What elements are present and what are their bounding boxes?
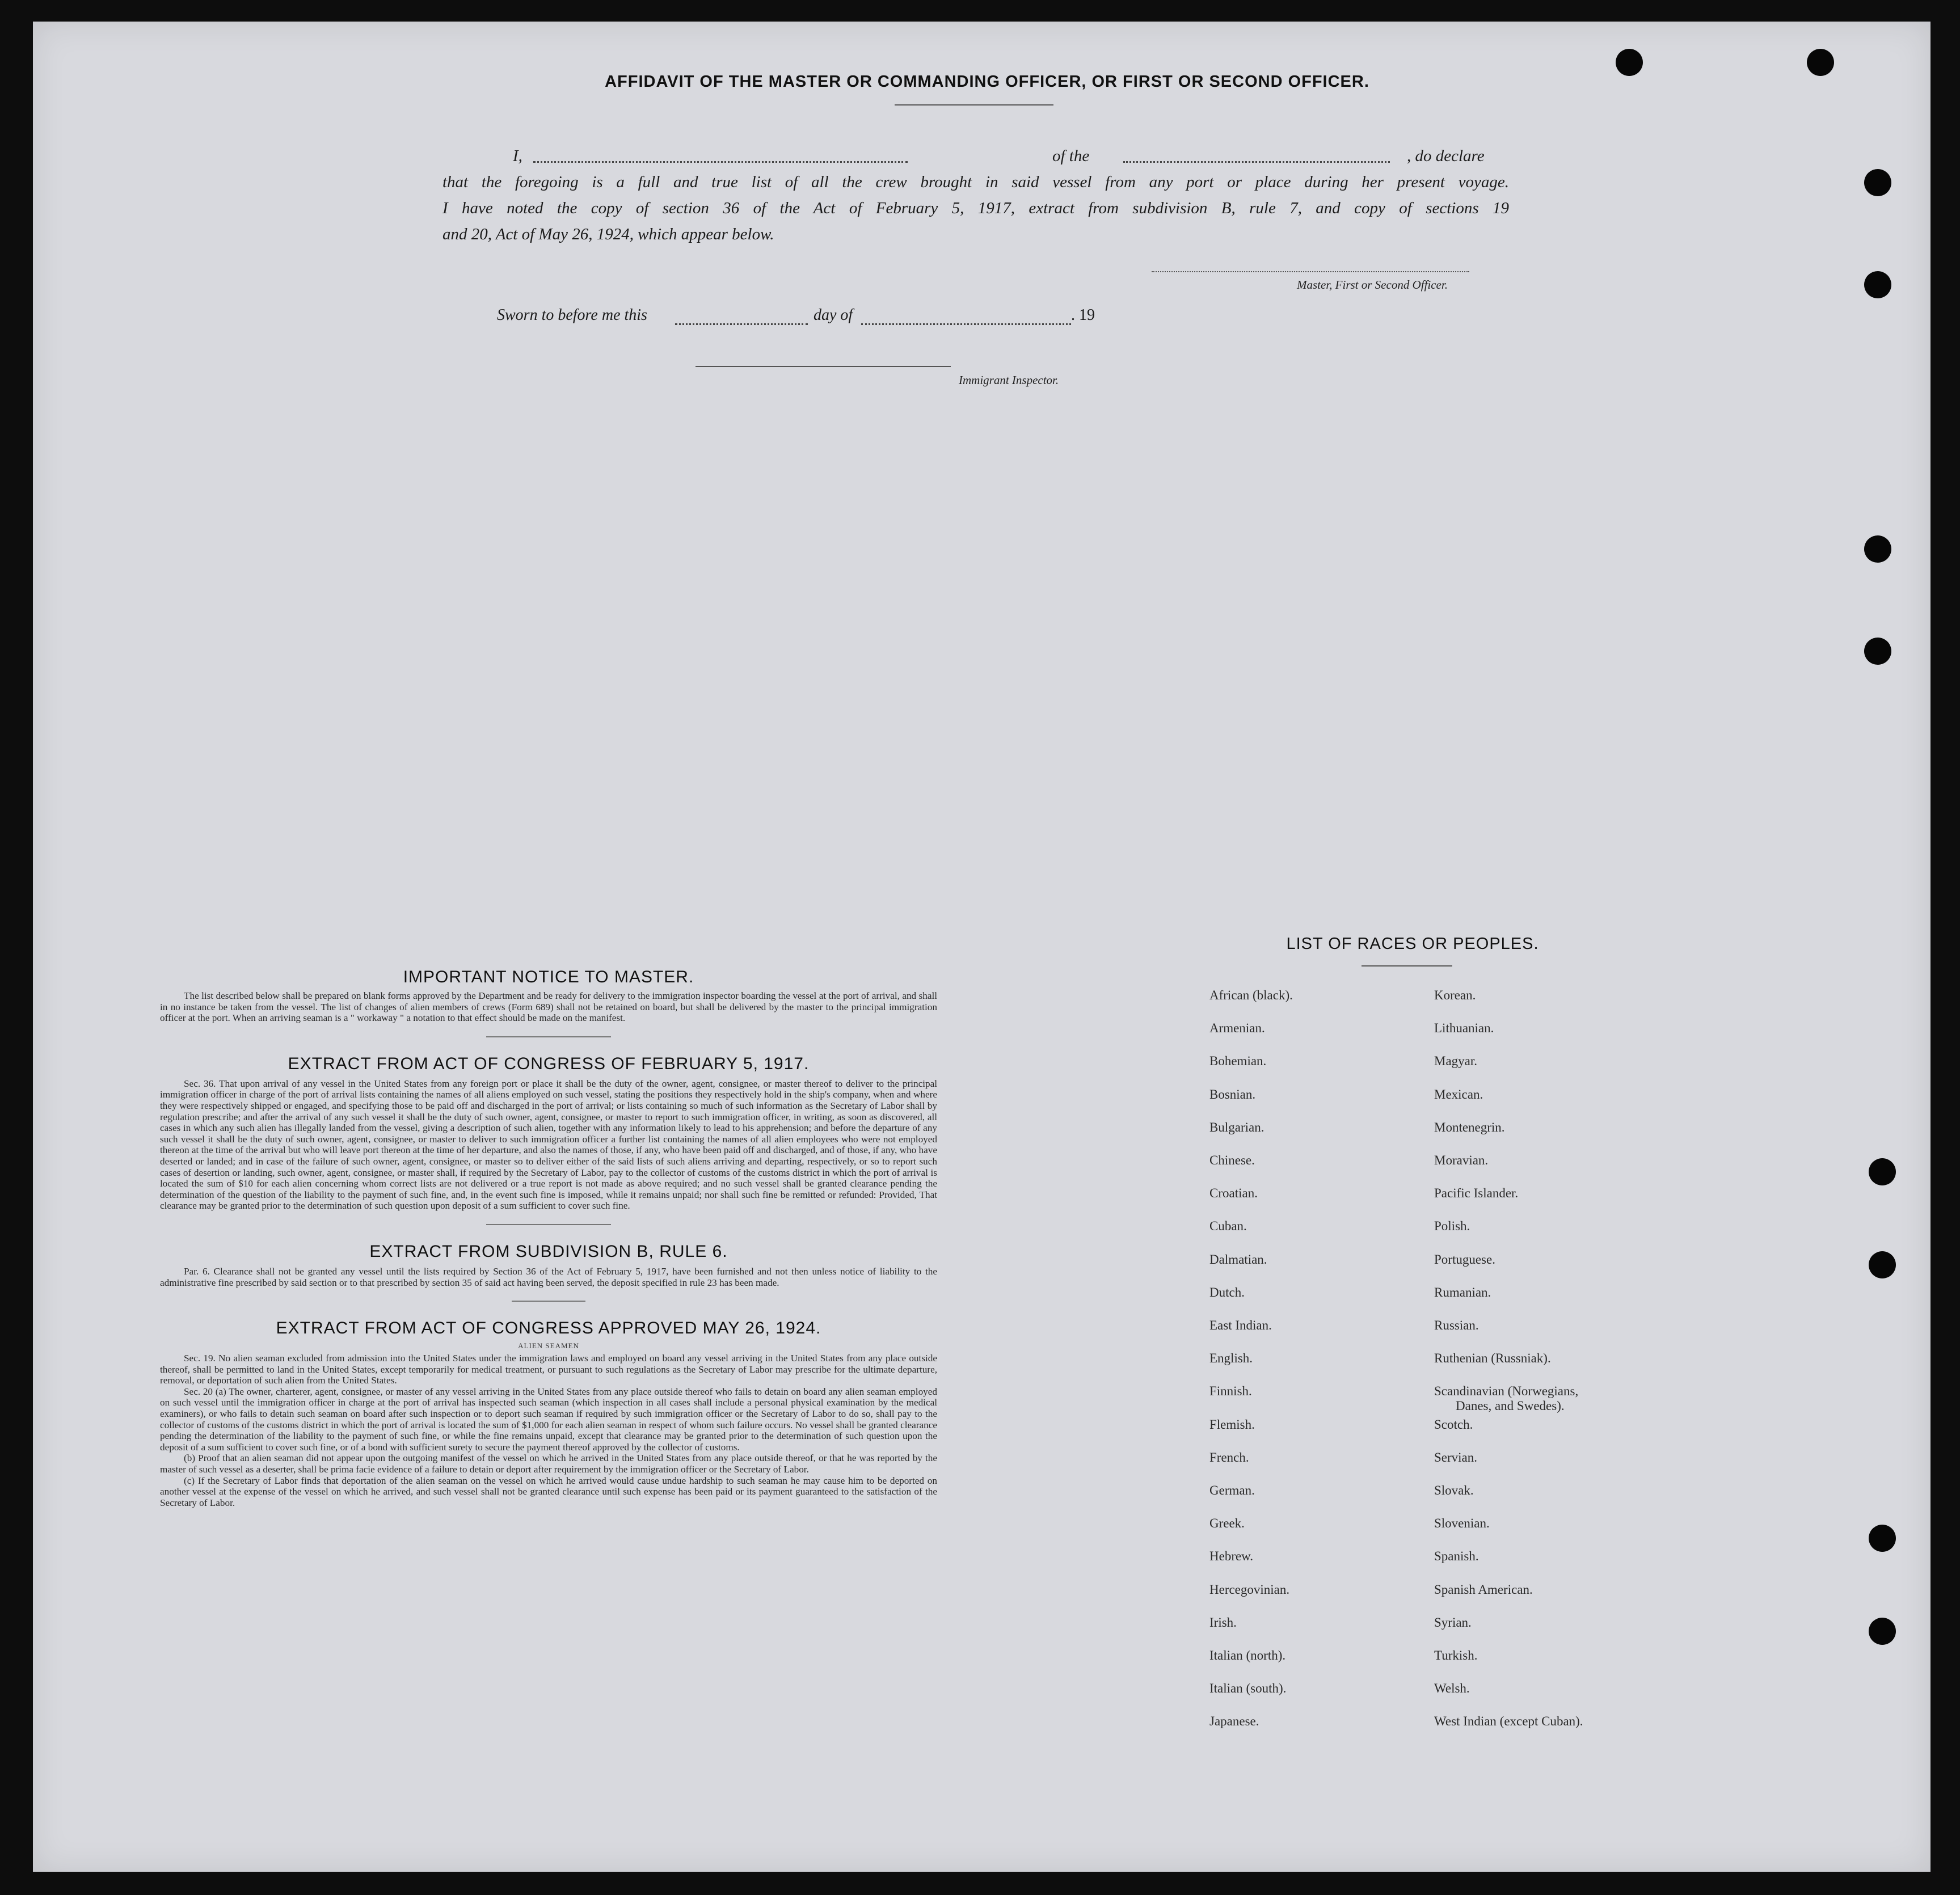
extract-1924-text	[160, 1353, 937, 1508]
race-item: Japanese.	[1209, 1714, 1259, 1728]
race-item: Korean.	[1434, 988, 1476, 1002]
binder-hole	[1869, 1618, 1896, 1645]
extract-1924-title: EXTRACT FROM ACT OF CONGRESS APPROVED MAY 26, 1924.	[276, 1319, 821, 1338]
race-item: Portuguese.	[1434, 1252, 1495, 1267]
divider	[512, 1301, 585, 1302]
race-item: East Indian.	[1209, 1318, 1272, 1332]
subdivision-b-title: EXTRACT FROM SUBDIVISION B, RULE 6.	[369, 1242, 728, 1261]
binder-hole	[1869, 1251, 1896, 1278]
subdivision-b-text: Par. 6. Clearance shall not be granted any vessel until the lists required by Section 36 of the Act of February 5, 1917, have been furnished and not then unless notice of liability to the administrative fine prescribed by said section or to that prescribed by section 35 of said act having been served, the deposit specified in rule 23 has been made.	[160, 1265, 937, 1288]
race-item: Cuban.	[1209, 1219, 1247, 1233]
extract-1917-title: EXTRACT FROM ACT OF CONGRESS OF FEBRUARY 5, 1917.	[288, 1054, 810, 1073]
declaration-i: I,	[513, 147, 522, 165]
binder-hole	[1869, 1525, 1896, 1552]
race-item: Spanish American.	[1434, 1582, 1533, 1597]
declaration-line-2: that the foregoing is a full and true list of all the crew brought in said vessel from any port or place during her present voyage.	[442, 173, 1509, 191]
race-item: Moravian.	[1434, 1153, 1489, 1167]
race-item: Spanish.	[1434, 1549, 1479, 1563]
sec-20c-paragraph: (c) If the Secretary of Labor finds that deportation of the alien seaman on the vessel on which he arrived would cause undue hardship to such seaman he may cause him to be deported on another vessel at the expense of the vessel on which he arrived, and such vessel shall not be granted clearance until such expense has been paid or its payment guaranteed to the satisfaction of the Secretary of Labor.	[160, 1475, 937, 1508]
race-item: Slovenian.	[1434, 1516, 1490, 1530]
race-item: Slovak.	[1434, 1483, 1474, 1497]
race-item: Flemish.	[1209, 1417, 1255, 1432]
races-title-underline	[1362, 965, 1452, 967]
affidavit-title: AFFIDAVIT OF THE MASTER OR COMMANDING OFFICER, OR FIRST OR SECOND OFFICER.	[605, 73, 1369, 91]
race-item: Scandinavian (Norwegians,	[1434, 1384, 1579, 1398]
sworn-day-of: day of	[813, 306, 853, 324]
sworn-day-blank[interactable]	[675, 323, 808, 325]
master-signature-caption: Master, First or Second Officer.	[1297, 278, 1448, 292]
race-item-continuation: Danes, and Swedes).	[1456, 1399, 1565, 1413]
declaration-do-declare: , do declare	[1407, 147, 1485, 165]
race-item: Russian.	[1434, 1318, 1479, 1332]
document-sheet	[33, 22, 1931, 1872]
race-item: English.	[1209, 1351, 1253, 1365]
binder-hole	[1864, 271, 1891, 298]
sworn-year: . 19	[1071, 306, 1095, 324]
inspector-signature-caption: Immigrant Inspector.	[959, 373, 1059, 387]
master-signature-line[interactable]	[1152, 271, 1469, 272]
race-item: Hebrew.	[1209, 1549, 1254, 1563]
race-item: Mexican.	[1434, 1087, 1483, 1101]
race-item: Dalmatian.	[1209, 1252, 1267, 1267]
race-item: Lithuanian.	[1434, 1021, 1494, 1035]
binder-hole	[1864, 169, 1891, 196]
race-item: French.	[1209, 1450, 1249, 1464]
sworn-month-blank[interactable]	[861, 323, 1071, 325]
sec-20b-paragraph: (b) Proof that an alien seaman did not appear upon the outgoing manifest of the vessel on which he arrived in the United States from any place outside thereof, or that he was reported by the master of such vessel as a deserter, shall be prima facie evidence of a failure to detain or deport after requirement by the immigration officer or the Secretary of Labor.	[160, 1453, 937, 1475]
extract-1917-text: Sec. 36. That upon arrival of any vessel in the United States from any foreign port or place it shall be the duty of the owner, agent, consignee, or master thereof to deliver to the principal immigration officer in charge of the port of arrival lists containing the names of all aliens employed on such vessel, stating the positions they respectively hold in the ship's company, when and where they were respectively shipped or engaged, and specifying those to be paid off and discharged in the port of arrival; or lists containing so much of such information as the Secretary of Labor shall by regulation prescribe; and after the arrival of any such vessel it shall be the duty of such owner, agent, consignee, or master to report to such immigration officer, in writing, as soon as discovered, all cases in which any such alien has illegally landed from the vessel, giving a description of such alien, together with any information likely to lead to his apprehension; and before the departure of any such vessel it shall be the duty of such owner, agent, consignee, or master to deliver to such immigration officer a further list containing the names of all alien employees who were not employed thereon at the time of the arrival but who will leave port thereon at the time of her departure, and also the names of those, if any, who have been paid off and discharged, and of those, if any, who have deserted or landed; and in case of the failure of such owner, agent, consignee, or master so to deliver either of the said lists of such aliens arriving and departing, respectively, or so to report such cases of desertion or landing, such owner, agent, consignee, or master shall, if required by the Secretary of Labor, pay to the collector of customs of the customs district in which the port of arrival is located the sum of $10 for each alien concerning whom correct lists are not delivered or a true report is not made as above required; and no such vessel shall be granted clearance pending the determination of the question of the liability to the payment of such fine, and, in the event such fine is imposed, while it remains unpaid; nor shall such fine be remitted or refunded: Provided, That clearance may be granted prior to the determination of such question upon deposit of a sum sufficient to cover such fine.	[160, 1078, 937, 1212]
alien-seamen-subtitle: ALIEN SEAMEN	[518, 1341, 579, 1350]
race-item: Pacific Islander.	[1434, 1186, 1519, 1200]
race-item: Italian (north).	[1209, 1648, 1286, 1662]
declaration-line-4: and 20, Act of May 26, 1924, which appear below.	[442, 225, 774, 243]
inspector-signature-line[interactable]	[696, 366, 951, 367]
divider	[486, 1224, 611, 1225]
binder-hole	[1864, 638, 1891, 665]
affidavit-declaration	[442, 143, 1509, 247]
binder-hole	[1864, 535, 1891, 563]
title-underline	[895, 104, 1053, 105]
binder-hole	[1869, 1158, 1896, 1185]
race-item: Bulgarian.	[1209, 1120, 1264, 1134]
race-item: African (black).	[1209, 988, 1293, 1002]
binder-hole	[1807, 49, 1834, 76]
race-item: Hercegovinian.	[1209, 1582, 1290, 1597]
sec-19-paragraph: Sec. 19. No alien seaman excluded from admission into the United States under the immigration laws and employed on board any vessel arriving in the United States from any place outside thereof, shall be permitted to land in the United States, except temporarily for medical treatment, or pursuant to such regulations as the Secretary of Labor may prescribe for the ultimate departure, removal, or deportation of such alien from the United States.	[160, 1353, 937, 1386]
race-item: Greek.	[1209, 1516, 1245, 1530]
race-item: West Indian (except Cuban).	[1434, 1714, 1583, 1728]
sworn-prefix: Sworn to before me this	[497, 306, 647, 324]
notice-title: IMPORTANT NOTICE TO MASTER.	[403, 968, 694, 986]
sworn-line	[497, 306, 1121, 329]
race-item: Bosnian.	[1209, 1087, 1256, 1101]
race-item: Irish.	[1209, 1615, 1237, 1630]
declaration-line-1	[442, 143, 1509, 169]
binder-hole	[1616, 49, 1643, 76]
race-item: Italian (south).	[1209, 1681, 1287, 1695]
race-item: Turkish.	[1434, 1648, 1478, 1662]
race-item: Magyar.	[1434, 1054, 1478, 1068]
race-item: Rumanian.	[1434, 1285, 1491, 1299]
vessel-blank[interactable]	[1123, 161, 1390, 163]
legal-text-column	[160, 968, 937, 1508]
declaration-of-the: of the	[1052, 147, 1090, 165]
declaration-line-3: I have noted the copy of section 36 of the Act of February 5, 1917, extract from subdivision B, rule 7, and copy of sections 19	[442, 199, 1509, 217]
race-item: Montenegrin.	[1434, 1120, 1505, 1134]
race-item: Servian.	[1434, 1450, 1478, 1464]
divider	[486, 1036, 611, 1037]
race-item: Syrian.	[1434, 1615, 1472, 1630]
races-title: LIST OF RACES OR PEOPLES.	[1286, 935, 1539, 953]
notice-text: The list described below shall be prepared on blank forms approved by the Department and be ready for delivery to the immigration inspector boarding the vessel at the port of arrival, and shall in no instance be taken from the vessel. The list of changes of alien members of crews (Form 689) shall not be retained on board, but shall be delivered by the master to the principal immigration officer at the port. When an arriving seaman is a " workaway " a notation to that effect should be made on the manifest.	[160, 990, 937, 1024]
race-item: Dutch.	[1209, 1285, 1245, 1299]
race-item: Armenian.	[1209, 1021, 1265, 1035]
race-item: Bohemian.	[1209, 1054, 1267, 1068]
sec-20a-paragraph: Sec. 20 (a) The owner, charterer, agent, consignee, or master of any vessel arriving in the United States from any place outside thereof who fails to detain on board any alien seaman employed on such vessel until the immigration officer in charge at the port of arrival has inspected such seaman (which inspection in all cases shall include a personal physical examination by the medical examiners), or who fails to detain such seaman on board after such inspection or to deport such seaman if required by such immigration officer or the Secretary of Labor to do so, shall pay to the collector of customs of the customs district in which the port of arrival is located the sum of $1,000 for each alien seaman in respect of whom such failure occurs. No vessel shall be granted clearance pending the determination of the liability to the payment of such fine, or while the fine remains unpaid, except that clearance may be granted prior to the determination of such question upon the deposit of a sum sufficient to cover such fine, or of a bond with sufficient surety to secure the payment thereof approved by the collector of customs.	[160, 1386, 937, 1453]
race-item: Croatian.	[1209, 1186, 1258, 1200]
race-item: Ruthenian (Russniak).	[1434, 1351, 1551, 1365]
race-item: Chinese.	[1209, 1153, 1255, 1167]
race-item: Finnish.	[1209, 1384, 1252, 1398]
race-item: Welsh.	[1434, 1681, 1470, 1695]
race-item: Scotch.	[1434, 1417, 1473, 1432]
race-item: German.	[1209, 1483, 1255, 1497]
name-blank[interactable]	[533, 161, 908, 163]
race-item: Polish.	[1434, 1219, 1470, 1233]
